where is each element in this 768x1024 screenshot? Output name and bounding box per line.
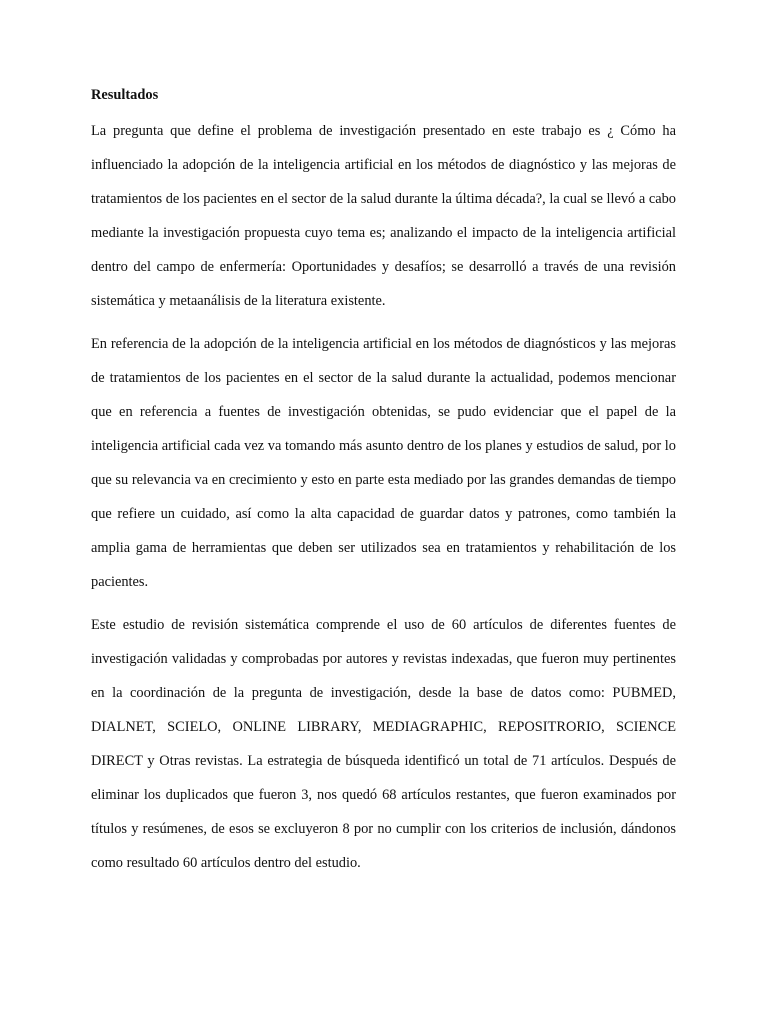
- document-body: [91, 84, 676, 889]
- paragraph-ai-adoption: En referencia de la adopción de la inteligencia artificial en los métodos de diagnósticos y las mejoras de tratamientos de los pacientes en el sector de la salud durante la actualidad, podemos mencionar que en referencia a fuentes de investigación obtenidas, se pudo evidenciar que el papel de la inteligencia artificial cada vez va tomando más asunto dentro de los planes y estudios de salud, por lo que su relevancia va en crecimiento y esto en parte esta mediado por las grandes demandas de tiempo que refiere un cuidado, así como la alta capacidad de guardar datos y patrones, como también la amplia gama de herramientas que deben ser utilizados sea en tratamientos y rehabilitación de los pacientes.: [91, 336, 676, 590]
- section-heading: Resultados: [91, 87, 159, 103]
- paragraph-research-question: La pregunta que define el problema de investigación presentado en este trabajo es ¿ Cómo ha influenciado la adopción de la inteligencia artificial en los métodos de diagnóstico y las mejoras de tratamientos de los pacientes en el sector de la salud durante la última década?, la cual se llevó a cabo mediante la investigación propuesta cuyo tema es; analizando el impacto de la inteligencia artificial dentro del campo de enfermería: Oportunidades y desafíos; se desarrolló a través de una revisión sistemática y metaanálisis de la literatura existente.: [91, 123, 676, 309]
- paragraph-study-method: Este estudio de revisión sistemática comprende el uso de 60 artículos de diferentes fuentes de investigación validadas y comprobadas por autores y revistas indexadas, que fueron muy pertinentes en la coordinación de la pregunta de investigación, desde la base de datos como: PUBMED, DIALNET, SCIELO, ONLINE LIBRARY, MEDIAGRAPHIC, REPOSITRORIO, SCIENCE DIRECT y Otras revistas. La estrategia de búsqueda identificó un total de 71 artículos. Después de eliminar los duplicados que fueron 3, nos quedó 68 artículos restantes, que fueron examinados por títulos y resúmenes, de esos se excluyeron 8 por no cumplir con los criterios de inclusión, dándonos como resultado 60 artículos dentro del estudio.: [91, 617, 676, 871]
